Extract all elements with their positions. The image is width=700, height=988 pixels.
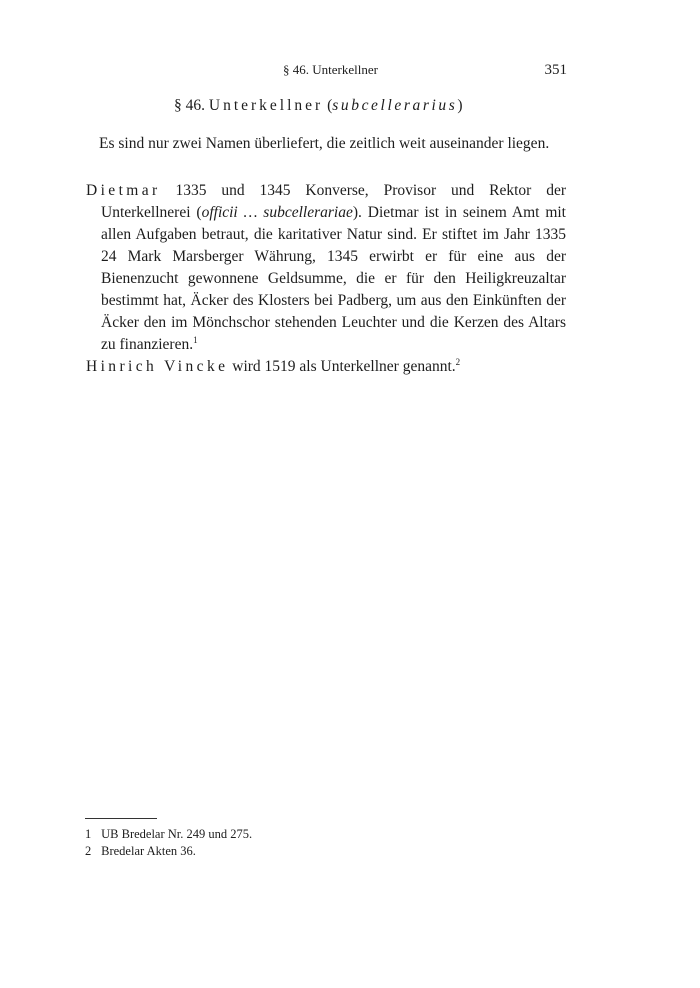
section-latin: subcellerarius xyxy=(332,97,458,114)
entry-text: wird 1519 als Unterkellner genannt. xyxy=(228,358,456,375)
entry-hinrich-vincke xyxy=(86,356,566,378)
footnote-rule xyxy=(85,818,157,819)
footnote-ref[interactable]: 1 xyxy=(193,334,198,345)
entry-name: Hinrich Vincke xyxy=(86,358,229,375)
footnote xyxy=(85,843,252,860)
footnotes xyxy=(85,826,252,860)
footnote-text: Bredelar Akten 36. xyxy=(101,844,196,858)
section-title xyxy=(174,97,463,115)
footnote-text: UB Bredelar Nr. 249 und 275. xyxy=(101,827,253,841)
running-head: § 46. Unterkellner xyxy=(283,62,378,77)
section-open-paren: ( xyxy=(327,97,333,114)
intro-paragraph: Es sind nur zwei Namen überliefert, die zeitlich weit auseinander liegen. xyxy=(99,135,550,152)
entry-latin: officii … subcellerariae xyxy=(201,204,353,221)
footnote xyxy=(85,826,252,843)
section-name: Unterkellner xyxy=(208,97,324,114)
entry-text: 1335 und 1345 Konverse, Provisor und Rektor der Unterkellnerei ( xyxy=(101,182,566,221)
section-close-paren: ) xyxy=(457,97,463,114)
entry-dietmar xyxy=(86,180,566,356)
entries xyxy=(86,180,566,378)
footnote-ref[interactable]: 2 xyxy=(455,356,461,367)
page-number: 351 xyxy=(544,62,567,78)
entry-text: ). Dietmar ist in seinem Amt mit allen Aufgaben betraut, die karitativer Natur sind. Er stiftet im Jahr 1335 24 Mark Marsberger Währung, 1345 erwirbt er für eine aus der Bienenzucht gewonnene Geldsumme, die er für den Heiligkreuzaltar bestimmt hat, Äcker des Klosters bei Padberg, um aus den Einkünften der Äcker den im Mönchschor stehenden Leuchter und die Kerzen des Altars zu finanzieren. xyxy=(101,204,566,353)
section-prefix: § 46. xyxy=(174,97,209,114)
footnote-number: 1 xyxy=(85,827,92,841)
entry-name: Dietmar xyxy=(86,182,161,199)
footnote-number: 2 xyxy=(85,844,92,858)
